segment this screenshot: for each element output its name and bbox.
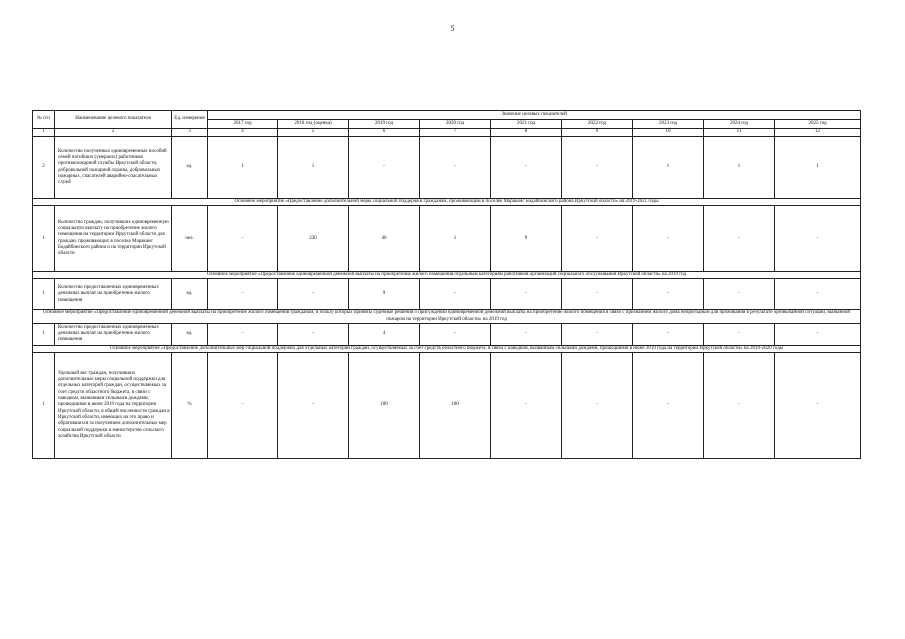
header-year: 2022 год <box>562 120 633 129</box>
value-cell: - <box>633 206 704 272</box>
section-title: Основное мероприятие «Предоставление дополнительных мер социальной поддержки для отдельных категорий граждан, осуществляемых за счет средств областного бюджета, в связи с паводком, вызванным сильными дождями, прошедшими в июне 2019 года на территории Иркутской области» на 2019-2020 годы <box>33 345 861 352</box>
value-cell: - <box>775 206 861 272</box>
indicator-name: Удельный вес граждан, получивших дополнительные меры социальной поддержки для отдельных категорий граждан, осуществляемых за счет средств областного бюджета, в связи с паводком, вызванным сильными дождями, прошедшими в июне 2019 года на территории Иркутской области, в общей численности граждан в Иркутской области, имеющих на это право и обратившихся за получением дополнительных мер социальной поддержки в министерство сельского хозяйства Иркутской области <box>55 353 172 459</box>
target-indicators-table <box>32 110 861 459</box>
value-cell: - <box>633 279 704 310</box>
header-year: 2018 год (оценка) <box>278 120 349 129</box>
column-number: 8 <box>491 129 562 137</box>
section-row <box>33 272 861 279</box>
value-cell: - <box>491 353 562 459</box>
value-cell: - <box>349 137 420 199</box>
value-cell: 9 <box>349 279 420 310</box>
value-cell: - <box>208 323 278 345</box>
value-cell: - <box>562 137 633 199</box>
value-cell: 1 <box>278 137 349 199</box>
section-row <box>33 310 861 323</box>
column-number: 11 <box>704 129 775 137</box>
column-number: 5 <box>278 129 349 137</box>
column-number: 2 <box>55 129 172 137</box>
value-cell: - <box>208 353 278 459</box>
row-number: 1 <box>33 323 55 345</box>
unit: % <box>172 353 208 459</box>
header-year: 2020 год <box>420 120 491 129</box>
header-year: 2025 год <box>775 120 861 129</box>
value-cell: - <box>420 279 491 310</box>
page-number: 5 <box>450 24 455 33</box>
value-cell: - <box>562 323 633 345</box>
header-indicator-name: Наименование целевого показателя <box>55 111 172 129</box>
value-cell: 40 <box>349 206 420 272</box>
row-number: 2 <box>33 137 55 199</box>
value-cell: - <box>775 279 861 310</box>
value-cell: - <box>704 353 775 459</box>
value-cell: 100 <box>420 353 491 459</box>
unit: ед. <box>172 279 208 310</box>
value-cell: - <box>420 137 491 199</box>
unit: ед. <box>172 137 208 199</box>
value-cell: 1 <box>208 137 278 199</box>
value-cell: 9 <box>491 206 562 272</box>
row-number: 1 <box>33 206 55 272</box>
section-title: Основное мероприятие «Предоставление единовременной денежной выплаты на приобретение жилого помещения гражданам, в пользу которых приняты судебные решения о присуждении единовременной денежной выплаты на приобретение жилого помещения в связи с признанием жилого дома непригодным для проживания в результате чрезвычайной ситуации, вызванной пожаром на территории Иркутской области» на 2019 год <box>33 310 861 323</box>
column-number: 4 <box>208 129 278 137</box>
section-row <box>33 199 861 206</box>
column-number: 3 <box>172 129 208 137</box>
header-year: 2019 год <box>349 120 420 129</box>
value-cell: - <box>491 323 562 345</box>
table-row <box>33 206 861 272</box>
header-year: 2017 год <box>208 120 278 129</box>
value-cell: - <box>278 279 349 310</box>
value-cell: 4 <box>349 323 420 345</box>
column-number: 1 <box>33 129 55 137</box>
column-number: 7 <box>420 129 491 137</box>
table-row <box>33 353 861 459</box>
value-cell: - <box>704 206 775 272</box>
section-title: Основное мероприятие «Предоставление единовременной денежной выплаты на приобретение жилого помещения отдельным категориям работников организаций социального обслуживания Иркутской области» на 2019 год <box>33 272 861 279</box>
value-cell: - <box>775 353 861 459</box>
table-row <box>33 137 861 199</box>
section-title: Основное мероприятие «Предоставление дополнительной меры социальной поддержки гражданам, проживающим в поселке Мараканс Бодайбинского района Иркутской области» на 2019-2021 годы <box>33 199 861 206</box>
column-number: 6 <box>349 129 420 137</box>
value-cell: - <box>562 279 633 310</box>
value-cell: - <box>704 323 775 345</box>
value-cell: - <box>704 279 775 310</box>
header-unit: Ед. измерения <box>172 111 208 129</box>
section-row <box>33 345 861 352</box>
header-row-no: № п/п <box>33 111 55 129</box>
row-number: 1 <box>33 353 55 459</box>
value-cell: - <box>420 323 491 345</box>
indicator-name: Количество предоставленных единовременных денежных выплат на приобретение жилого помещения <box>55 279 172 310</box>
header-year: 2023 год <box>633 120 704 129</box>
value-cell: 1 <box>775 137 861 199</box>
value-cell: 1 <box>704 137 775 199</box>
table-row <box>33 279 861 310</box>
header-values-group: Значение целевых показателей <box>208 111 861 120</box>
indicator-name: Количество предоставленных единовременных денежных выплат на приобретение жилого помещения <box>55 323 172 345</box>
column-number: 9 <box>562 129 633 137</box>
value-cell: - <box>491 279 562 310</box>
header-year: 2021 год <box>491 120 562 129</box>
value-cell: 1 <box>420 206 491 272</box>
value-cell: - <box>491 137 562 199</box>
value-cell: 230 <box>278 206 349 272</box>
value-cell: 100 <box>349 353 420 459</box>
value-cell: - <box>633 353 704 459</box>
unit: чел. <box>172 206 208 272</box>
value-cell: 1 <box>633 137 704 199</box>
value-cell: - <box>208 279 278 310</box>
indicator-name: Количество граждан, получивших единовременную социальную выплату на приобретение жилого помещения на территории Иркутской области для граждан, проживающих в поселке Мараканс Бодайбинского района и на территории Иркутской области <box>55 206 172 272</box>
column-number: 10 <box>633 129 704 137</box>
value-cell: - <box>562 353 633 459</box>
value-cell: - <box>562 206 633 272</box>
unit: ед. <box>172 323 208 345</box>
value-cell: - <box>775 323 861 345</box>
value-cell: - <box>208 206 278 272</box>
header-year: 2024 год <box>704 120 775 129</box>
row-number: 1 <box>33 279 55 310</box>
indicator-name: Количество полученных единовременных пособий семей погибших (умерших) работников противопожарной службы Иркутской области, добровольной пожарной охраны, добровольных пожарных, спасателей аварийно-спасательных служб <box>55 137 172 199</box>
value-cell: - <box>278 323 349 345</box>
value-cell: - <box>633 323 704 345</box>
value-cell: - <box>278 353 349 459</box>
table-row <box>33 323 861 345</box>
column-number: 12 <box>775 129 861 137</box>
